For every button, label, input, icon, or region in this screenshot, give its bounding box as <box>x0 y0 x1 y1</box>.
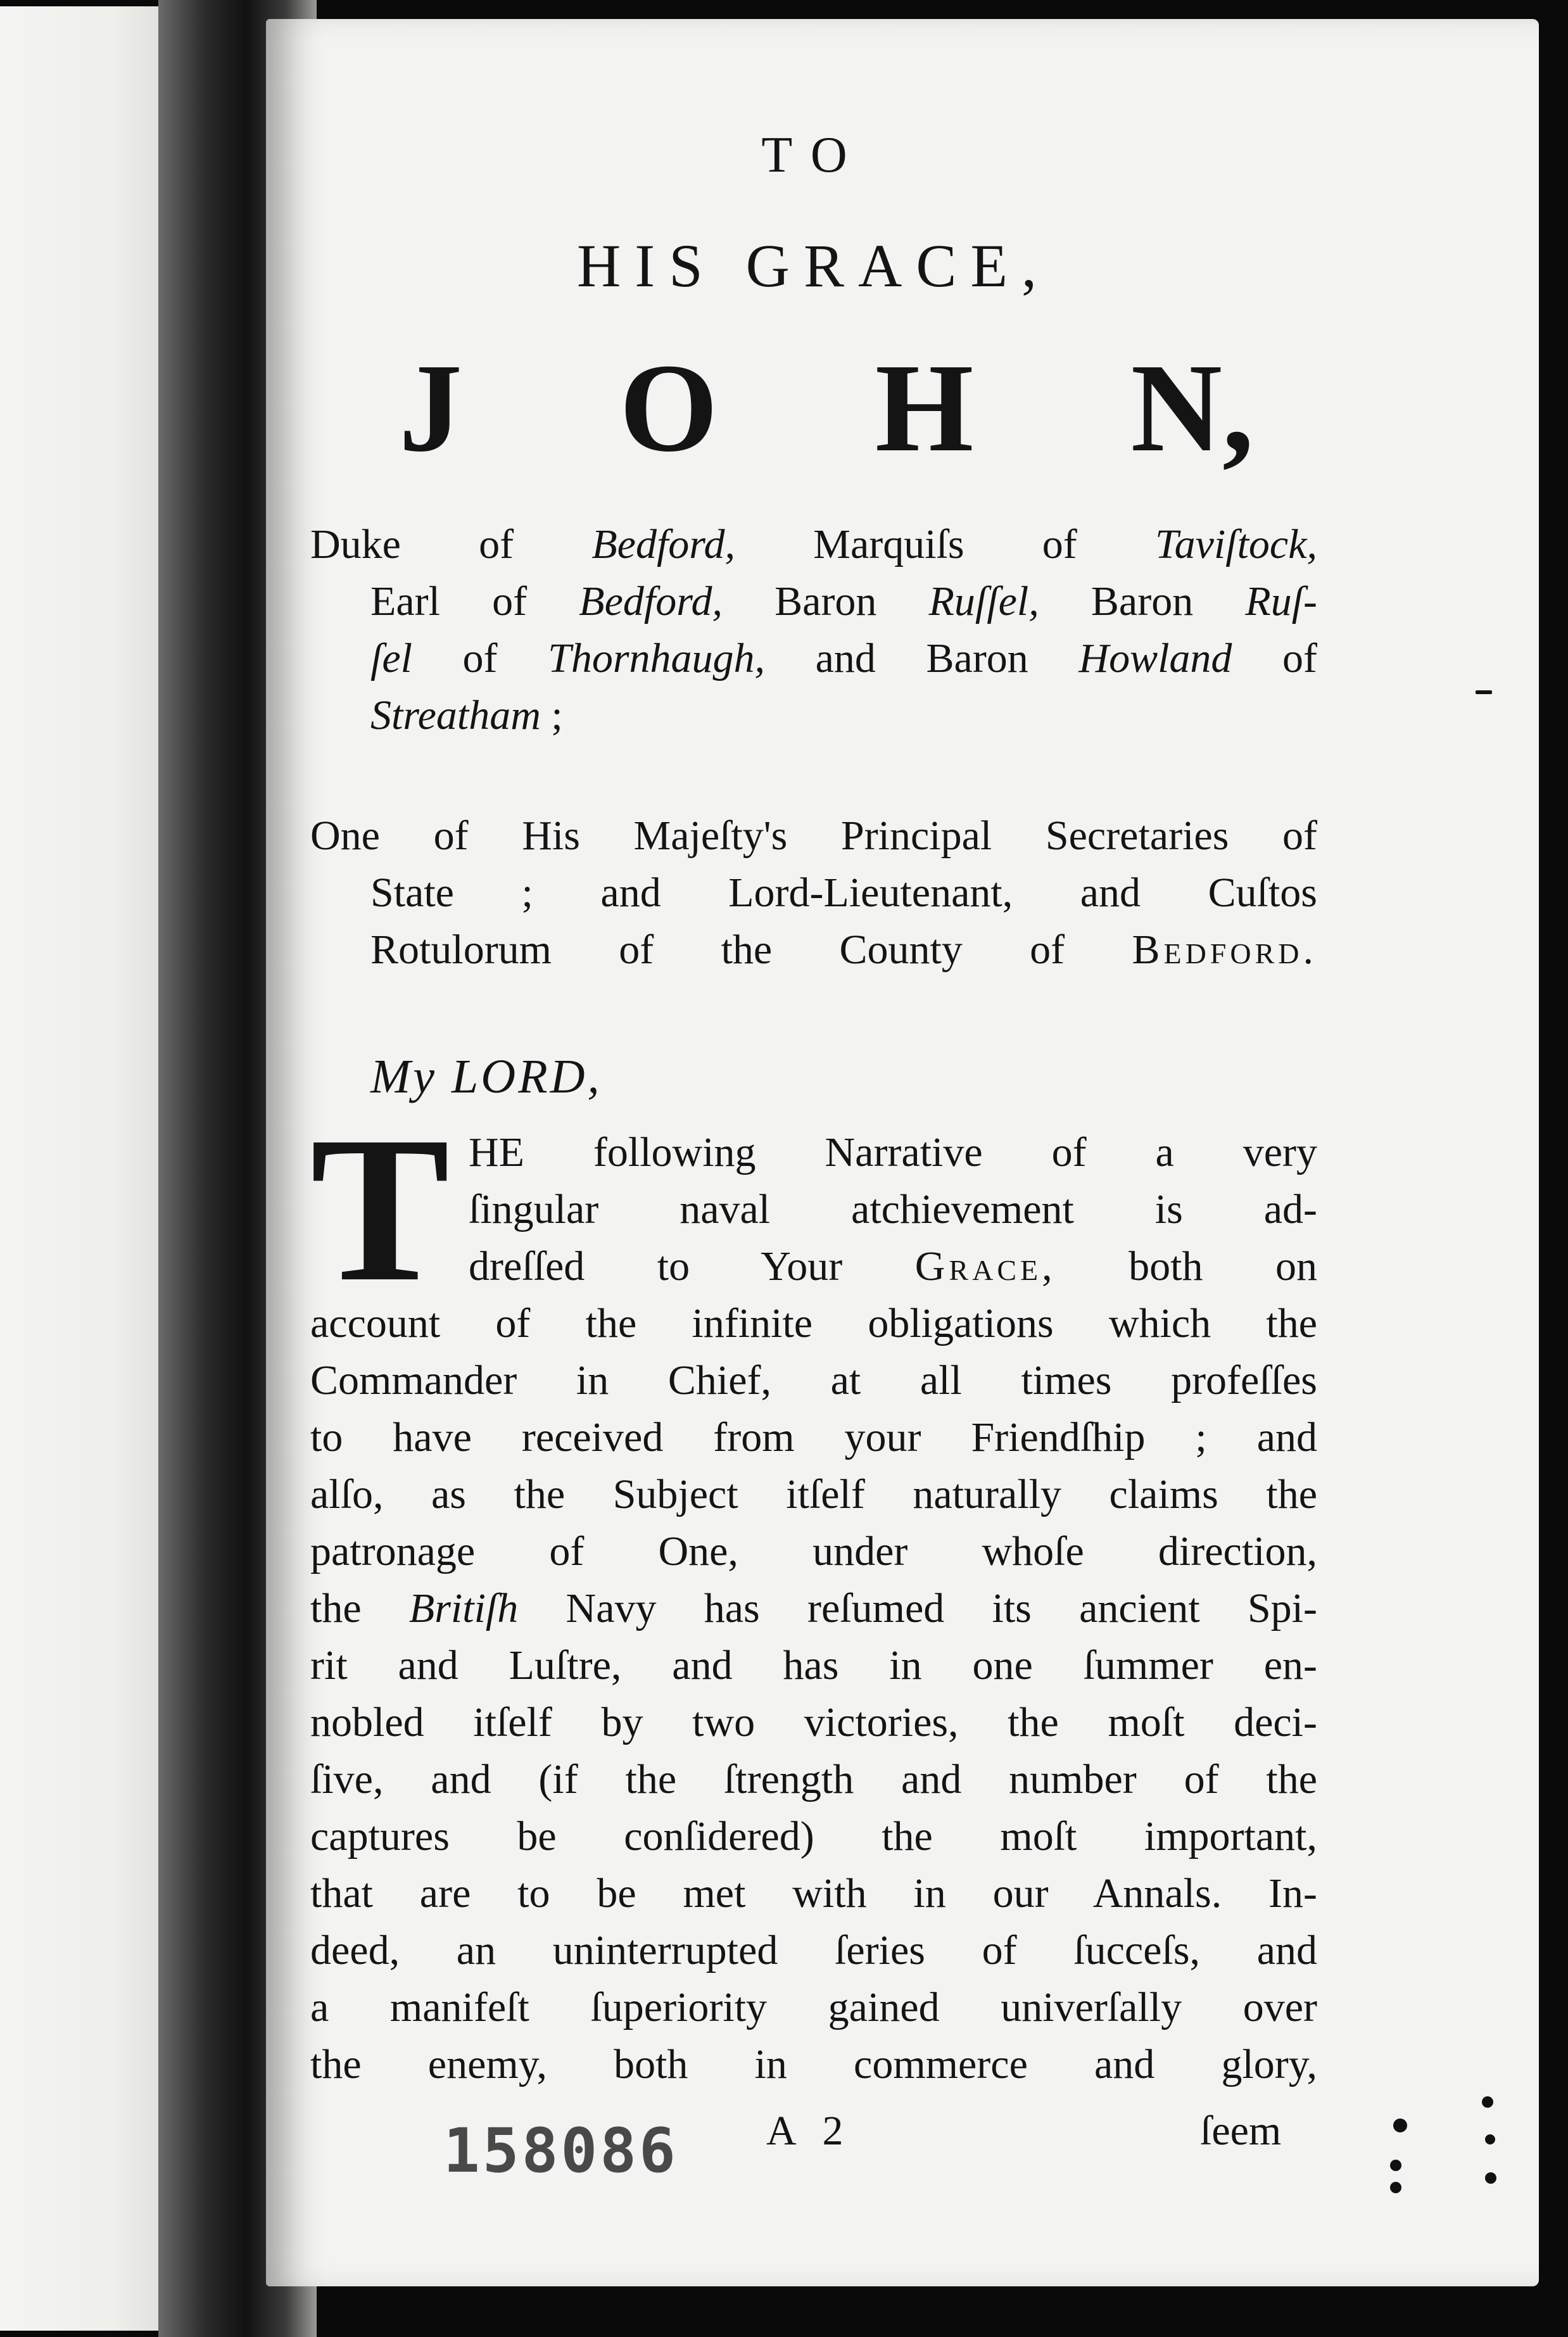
text-run: Navy has reſumed its ancient Spi- <box>518 1585 1317 1631</box>
text-run: Baron <box>722 578 929 624</box>
text-run: ; <box>540 692 563 738</box>
drop-cap: T <box>310 1094 450 1325</box>
ink-speck <box>1485 2134 1495 2144</box>
ink-speck <box>1390 2182 1401 2193</box>
body-line-12: ſive, and (if the ſtrength and number of the <box>310 1756 1317 1802</box>
body-line-17: the enemy, both in commerce and glory, <box>310 2041 1317 2087</box>
text-run-italic: Britiſh <box>408 1585 519 1631</box>
heading-to: TO <box>761 127 866 183</box>
signature-mark: A 2 <box>766 2108 852 2154</box>
body-line-1: HE following Narrative of a very <box>469 1129 1317 1175</box>
text-run-italic: Ruſ- <box>1245 578 1318 624</box>
body-line-10: rit and Luſtre, and has in one ſummer en- <box>310 1642 1317 1688</box>
library-stamp-number: 158086 <box>443 2115 678 2186</box>
body-line-13: captures be conſidered) the moſt important, <box>310 1813 1317 1859</box>
salutation: My LORD, <box>370 1050 602 1103</box>
titles-line-3 <box>370 633 1317 684</box>
body-line-8: patronage of One, under whoſe direction, <box>310 1528 1317 1574</box>
text-run-italic: Bedford, <box>591 521 736 567</box>
body-line-4: account of the infinite obligations which the <box>310 1300 1317 1346</box>
offices-line-1: One of His Majeſty's Principal Secretaries of <box>310 813 1317 859</box>
titles-line-1 <box>310 519 1317 570</box>
body-line-3 <box>469 1241 1317 1292</box>
text-run-italic: Bedford, <box>579 578 723 624</box>
heading-john-letter: H <box>875 338 974 478</box>
ink-speck <box>1476 690 1492 694</box>
heading-his-grace: HIS GRACE, <box>576 232 1051 300</box>
text-run: dreſſed to Your <box>469 1243 915 1289</box>
text-run: and Baron <box>765 635 1079 681</box>
offices-line-3 <box>370 925 1317 975</box>
text-run-small-caps: Bedford. <box>1132 927 1317 973</box>
text-run: Earl of <box>370 578 579 624</box>
ink-speck <box>1390 2160 1401 2171</box>
ink-speck <box>1393 2118 1407 2132</box>
ink-speck <box>1482 2096 1493 2108</box>
catchword: ſeem <box>1200 2108 1282 2154</box>
text-run-italic: Streatham <box>370 692 541 738</box>
body-line-9 <box>310 1583 1317 1634</box>
heading-john <box>399 339 1254 478</box>
text-run-italic: ſel <box>370 635 412 681</box>
heading-john-letter: J <box>399 338 462 478</box>
body-line-11: nobled itſelf by two victories, the moſt deci- <box>310 1699 1317 1745</box>
text-run: of <box>1232 635 1318 681</box>
titles-line-4 <box>370 690 563 741</box>
body-line-2: ſingular naval atchievement is ad- <box>469 1186 1317 1232</box>
text-run: Duke of <box>310 521 592 567</box>
heading-john-letter: N, <box>1130 338 1254 478</box>
text-run-italic: Taviſtock, <box>1154 521 1318 567</box>
body-line-5: Commander in Chief, at all times profeſſes <box>310 1357 1317 1403</box>
body-line-15: deed, an uninterrupted ſeries of ſucceſs, and <box>310 1927 1317 1973</box>
text-run: the <box>310 1585 409 1631</box>
facing-page-edge <box>0 6 158 2331</box>
body-line-16: a manifeſt ſuperiority gained univerſally over <box>310 1984 1317 2030</box>
heading-john-letter: O <box>619 338 718 478</box>
body-line-6: to have received from your Friendſhip ; and <box>310 1414 1317 1460</box>
text-run: Marquiſs of <box>735 521 1155 567</box>
body-line-14: that are to be met with in our Annals. In- <box>310 1870 1317 1916</box>
titles-line-2 <box>370 576 1317 627</box>
text-run-italic: Ruſſel, <box>928 578 1039 624</box>
body-line-7: alſo, as the Subject itſelf naturally claims the <box>310 1471 1317 1517</box>
text-run: both on <box>1056 1243 1317 1289</box>
text-run-italic: Thornhaugh, <box>548 635 766 681</box>
text-run-small-caps: Grace, <box>914 1243 1056 1289</box>
ink-speck <box>1485 2172 1496 2184</box>
text-run: Rotulorum of the County of <box>370 927 1132 973</box>
offices-line-2: State ; and Lord-Lieutenant, and Cuſtos <box>370 870 1317 916</box>
text-run: of <box>412 635 548 681</box>
text-run: Baron <box>1039 578 1246 624</box>
text-run-italic: Howland <box>1078 635 1232 681</box>
